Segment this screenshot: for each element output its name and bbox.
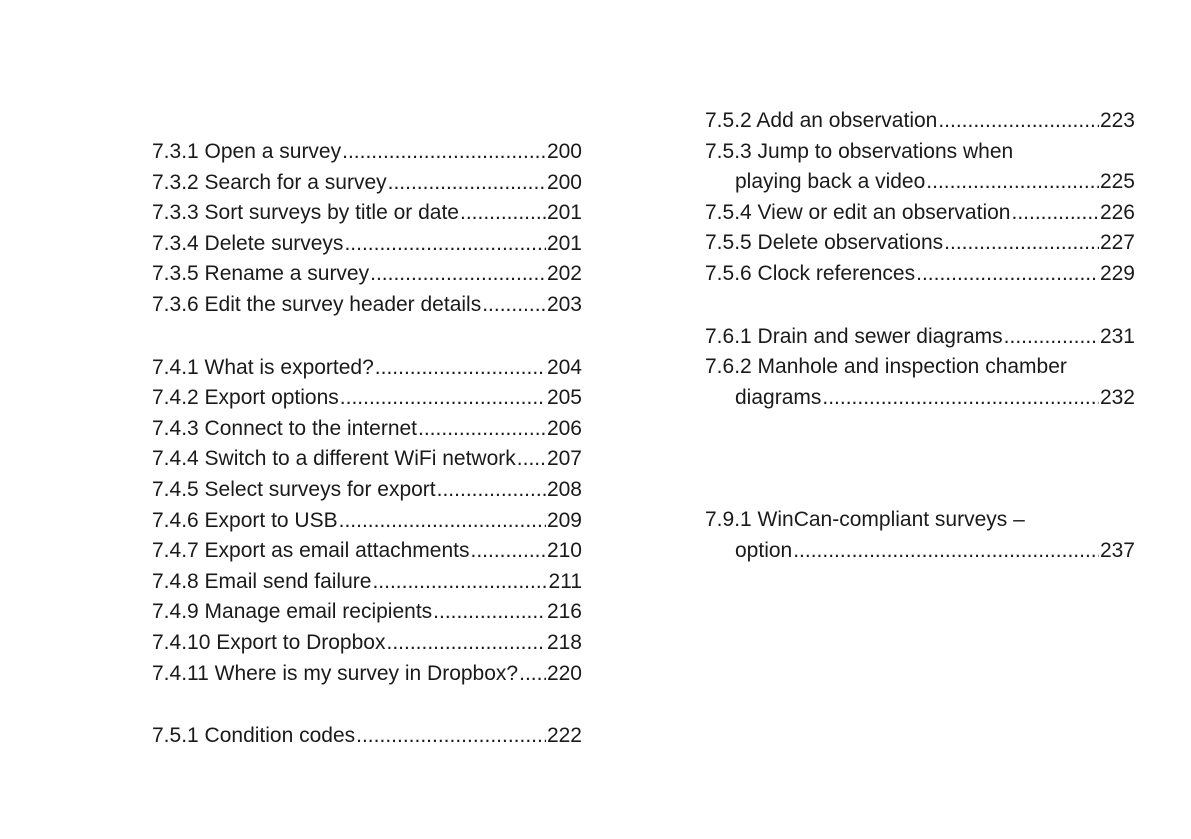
toc-entry[interactable] bbox=[152, 444, 582, 475]
toc-entry-title: diagrams bbox=[735, 385, 822, 409]
toc-leader-dots bbox=[793, 536, 1099, 567]
toc-entry-title: 7.6.1 Drain and sewer diagrams bbox=[705, 324, 1003, 348]
toc-leader-dots bbox=[375, 353, 546, 384]
toc-entry-page: 208 bbox=[546, 477, 582, 501]
group-spacer bbox=[705, 413, 1135, 505]
toc-leader-dots bbox=[944, 228, 1099, 259]
toc-entry-page: 207 bbox=[546, 447, 582, 471]
toc-entry-title-line1: 7.9.1 WinCan-compliant surveys – bbox=[705, 508, 1025, 532]
toc-entry[interactable] bbox=[705, 228, 1135, 259]
toc-leader-dots bbox=[372, 567, 547, 598]
toc-entry-title: 7.5.6 Clock references bbox=[705, 261, 916, 285]
toc-leader-dots bbox=[1004, 322, 1099, 353]
toc-entry-page: 216 bbox=[546, 600, 582, 624]
toc-entry[interactable] bbox=[152, 536, 582, 567]
toc-entry[interactable] bbox=[152, 229, 582, 260]
toc-entry-page: 200 bbox=[546, 170, 582, 194]
toc-entry-title: 7.4.2 Export options bbox=[152, 386, 339, 410]
toc-entry-title: 7.4.10 Export to Dropbox bbox=[152, 630, 386, 654]
toc-right-column bbox=[705, 106, 1135, 567]
toc-entry-title: 7.4.8 Email send failure bbox=[152, 569, 372, 593]
toc-leader-dots bbox=[482, 290, 546, 321]
toc-entry[interactable] bbox=[152, 168, 582, 199]
toc-entry-page: 206 bbox=[546, 416, 582, 440]
toc-entry-title: 7.3.2 Search for a survey bbox=[152, 170, 387, 194]
toc-entry-page: 203 bbox=[546, 292, 582, 316]
toc-entry[interactable] bbox=[705, 322, 1135, 353]
toc-leader-dots bbox=[822, 383, 1099, 414]
toc-entry-page: 220 bbox=[546, 661, 582, 685]
group-spacer bbox=[152, 689, 582, 721]
toc-entry-title: 7.5.2 Add an observation bbox=[705, 109, 938, 132]
toc-entry-page: 211 bbox=[548, 569, 582, 593]
toc-leader-dots bbox=[437, 475, 546, 506]
toc-entry-title: 7.5.4 View or edit an observation bbox=[705, 200, 1011, 224]
toc-entry-title: 7.4.9 Manage email recipients bbox=[152, 600, 433, 624]
toc-entry-title: 7.4.1 What is exported? bbox=[152, 355, 374, 379]
toc-leader-dots bbox=[517, 444, 546, 475]
toc-leader-dots bbox=[460, 198, 546, 229]
toc-entry-title: option bbox=[735, 538, 793, 562]
toc-entry[interactable] bbox=[152, 659, 582, 690]
toc-leader-dots bbox=[388, 168, 546, 199]
toc-entry-page: 227 bbox=[1099, 231, 1135, 255]
toc-leader-dots bbox=[433, 597, 546, 628]
toc-entry-page: 231 bbox=[1099, 324, 1135, 348]
toc-entry[interactable] bbox=[705, 198, 1135, 229]
toc-entry-page: 210 bbox=[546, 539, 582, 563]
toc-entry[interactable] bbox=[152, 414, 582, 445]
toc-entry-title: 7.4.5 Select surveys for export bbox=[152, 477, 436, 501]
group-spacer bbox=[152, 321, 582, 353]
toc-leader-dots bbox=[519, 659, 546, 690]
toc-leader-dots bbox=[356, 721, 546, 752]
toc-entry[interactable] bbox=[152, 628, 582, 659]
toc-entry[interactable] bbox=[152, 506, 582, 537]
toc-entry-page: 226 bbox=[1099, 200, 1135, 224]
toc-entry[interactable] bbox=[152, 597, 582, 628]
toc-entry-title: 7.5.1 Condition codes bbox=[152, 724, 356, 748]
toc-entry-wrapped[interactable] bbox=[705, 352, 1135, 413]
toc-entry[interactable] bbox=[152, 383, 582, 414]
toc-entry-page: 218 bbox=[546, 630, 582, 654]
toc-entry-title: 7.4.11 Where is my survey in Dropbox? bbox=[152, 661, 519, 685]
toc-entry-title: 7.3.4 Delete surveys bbox=[152, 231, 344, 255]
toc-leader-dots bbox=[926, 167, 1099, 198]
toc-entry-page: 229 bbox=[1099, 261, 1135, 285]
toc-entry-title: 7.3.3 Sort surveys by title or date bbox=[152, 201, 459, 225]
toc-entry-title: 7.3.5 Rename a survey bbox=[152, 262, 370, 286]
toc-leader-dots bbox=[370, 259, 546, 290]
toc-entry-page: 205 bbox=[546, 386, 582, 410]
toc-entry-wrapped[interactable] bbox=[705, 505, 1135, 566]
toc-entry[interactable] bbox=[152, 290, 582, 321]
toc-leader-dots bbox=[339, 506, 546, 537]
toc-leader-dots bbox=[938, 106, 1099, 137]
toc-entry-title-line1: 7.5.3 Jump to observations when bbox=[705, 139, 1014, 163]
toc-entry-page: 223 bbox=[1099, 109, 1135, 132]
toc-entry[interactable] bbox=[152, 475, 582, 506]
toc-entry-page: 237 bbox=[1099, 538, 1135, 562]
toc-entry-page: 202 bbox=[546, 262, 582, 286]
toc-entry-title: 7.4.4 Switch to a different WiFi network bbox=[152, 447, 516, 471]
toc-entry-title: 7.4.6 Export to USB bbox=[152, 508, 338, 532]
toc-leader-dots bbox=[916, 259, 1099, 290]
toc-left-column bbox=[152, 137, 582, 752]
toc-entry-page: 225 bbox=[1099, 170, 1135, 194]
toc-entry[interactable] bbox=[152, 198, 582, 229]
toc-entry-page: 201 bbox=[546, 201, 582, 225]
toc-entry-title: 7.4.7 Export as email attachments bbox=[152, 539, 470, 563]
toc-entry[interactable] bbox=[152, 259, 582, 290]
toc-leader-dots bbox=[471, 536, 546, 567]
toc-entry-page: 201 bbox=[546, 231, 582, 255]
toc-entry-page: 209 bbox=[546, 508, 582, 532]
toc-leader-dots bbox=[386, 628, 545, 659]
toc-leader-dots bbox=[342, 137, 546, 168]
toc-entry-title: playing back a video bbox=[735, 170, 926, 194]
toc-leader-dots bbox=[1011, 198, 1098, 229]
toc-entry-title: 7.5.5 Delete observations bbox=[705, 231, 944, 255]
toc-entry-title: 7.4.3 Connect to the internet bbox=[152, 416, 418, 440]
toc-entry-title-line1: 7.6.2 Manhole and inspection chamber bbox=[705, 355, 1067, 379]
toc-entry-page: 204 bbox=[546, 355, 582, 379]
toc-entry-page: 200 bbox=[546, 140, 582, 163]
toc-entry[interactable] bbox=[152, 567, 582, 598]
toc-entry[interactable] bbox=[152, 137, 582, 168]
toc-entry-page: 232 bbox=[1099, 385, 1135, 409]
toc-entry-page: 222 bbox=[546, 724, 582, 748]
toc-entry[interactable] bbox=[152, 353, 582, 384]
toc-entry-title: 7.3.6 Edit the survey header details bbox=[152, 292, 482, 316]
toc-leader-dots bbox=[340, 383, 546, 414]
toc-entry-title: 7.3.1 Open a survey bbox=[152, 140, 342, 163]
toc-entry[interactable] bbox=[705, 259, 1135, 290]
toc-entry-wrapped[interactable] bbox=[705, 137, 1135, 198]
toc-leader-dots bbox=[344, 229, 546, 260]
group-spacer bbox=[705, 290, 1135, 322]
toc-entry[interactable] bbox=[152, 721, 582, 752]
toc-leader-dots bbox=[418, 414, 546, 445]
toc-entry[interactable] bbox=[705, 106, 1135, 137]
